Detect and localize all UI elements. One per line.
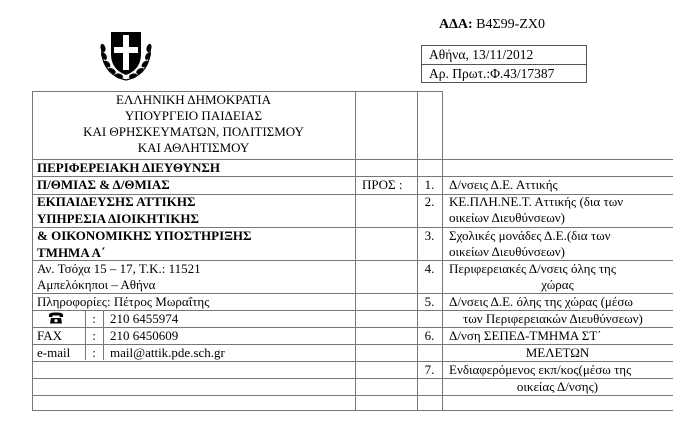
recipient-number: 2. (424, 194, 435, 209)
recipient-line: των Περιφερειακών Διευθύνσεων) (463, 311, 643, 326)
recipient-line: ΜΕΛΕΤΩΝ (525, 345, 590, 360)
telephone-icon (48, 312, 64, 324)
recipients-label: ΠΡΟΣ : (362, 177, 403, 192)
recipient-line: Περιφερειακές Δ/νσεις όλης της (449, 261, 617, 276)
recipient-line: Δ/νσεις Δ.Ε. Αττικής (449, 177, 558, 192)
ada-label: ΑΔΑ: (439, 17, 473, 32)
recipient-line: οικείας Δ/νσης) (516, 379, 599, 394)
recipient-number: 4. (424, 261, 435, 276)
row-line (32, 410, 673, 411)
email-label: e-mail (37, 345, 71, 360)
sender-line-ministry-3: ΚΑΙ ΑΘΛΗΤΙΣΜΟΥ (137, 140, 250, 155)
date-protocol-box (421, 45, 587, 83)
recipient-line: Δ/νση ΣΕΠΕΔ-ΤΜΗΜΑ ΣΤ΄ (449, 328, 602, 343)
sender-line-ministry: ΥΠΟΥΡΓΕΙΟ ΠΑΙΔΕΙΑΣ (124, 108, 263, 123)
phone-colon: : (92, 311, 96, 326)
recipient-line: χώρας (541, 277, 574, 292)
ada-value: Β4Σ99-ΖΧ0 (476, 17, 545, 32)
phone-number: 210 6455974 (110, 311, 179, 326)
sender-directorate-2: Π/ΘΜΙΑΣ & Δ/ΘΜΙΑΣ (37, 177, 170, 192)
sender-directorate-1: ΠΕΡΙΦΕΡΕΙΑΚΗ ΔΙΕΥΘΥΝΣΗ (37, 160, 221, 175)
recipient-line: οικείων Διευθύνσεων) (449, 244, 565, 259)
recipient-number: 1. (424, 177, 435, 192)
document-date: Αθήνα, 13/11/2012 (422, 46, 586, 65)
column-line (103, 310, 104, 360)
sender-info: Πληροφορίες: Πέτρος Μωραΐτης (37, 294, 210, 309)
email-colon: : (92, 345, 96, 360)
recipient-line: Ενδιαφερόμενος εκπ/κος(μέσω της (449, 362, 632, 377)
recipient-number: 5. (424, 294, 435, 309)
greek-state-emblem-icon (94, 22, 158, 86)
fax-number: 210 6450609 (110, 328, 179, 343)
recipient-number: 7. (424, 362, 435, 377)
sender-service-2: & ΟΙΚΟΝΟΜΙΚΗΣ ΥΠΟΣΤΗΡΙΞΗΣ (37, 228, 252, 243)
recipient-line: Σχολικές μονάδες Δ.Ε.(δια των (449, 228, 611, 243)
sender-service-1: ΥΠΗΡΕΣΙΑ ΔΙΟΙΚΗΤΙΚΗΣ (37, 211, 200, 226)
fax-colon: : (92, 328, 96, 343)
ada-code (439, 17, 545, 33)
protocol-number: Αρ. Πρωτ.:Φ.43/17387 (429, 66, 555, 81)
sender-area: Αμπελόκηποι – Αθήνα (37, 277, 156, 292)
recipient-line: ΚΕ.ΠΛΗ.ΝΕ.Τ. Αττικής (δια των (449, 194, 624, 209)
sender-department: ΤΜΗΜΑ Α΄ (37, 245, 106, 260)
recipient-line: Δ/νσεις Δ.Ε. όλης της χώρας (μέσω (449, 294, 633, 309)
fax-label: FAX (37, 328, 63, 343)
recipient-number: 3. (424, 228, 435, 243)
column-line (355, 91, 356, 410)
sender-directorate-3: ΕΚΠΑΙΔΕΥΣΗΣ ΑΤΤΙΚΗΣ (37, 194, 196, 209)
sender-line-republic: ΕΛΛΗΝΙΚΗ ΔΗΜΟΚΡΑΤΙΑ (116, 92, 271, 107)
row-line (32, 395, 673, 396)
column-line (442, 91, 443, 410)
recipient-line: οικείων Διευθύνσεων) (449, 210, 565, 225)
sender-line-ministry-2: ΚΑΙ ΘΡΗΣΚΕΥΜΑΤΩΝ, ΠΟΛΙΤΙΣΜΟΥ (83, 124, 304, 139)
email-address: mail@attik.pde.sch.gr (110, 345, 225, 360)
recipient-number: 6. (424, 328, 435, 343)
sender-address: Αν. Τσόχα 15 – 17, Τ.Κ.: 11521 (37, 261, 201, 276)
